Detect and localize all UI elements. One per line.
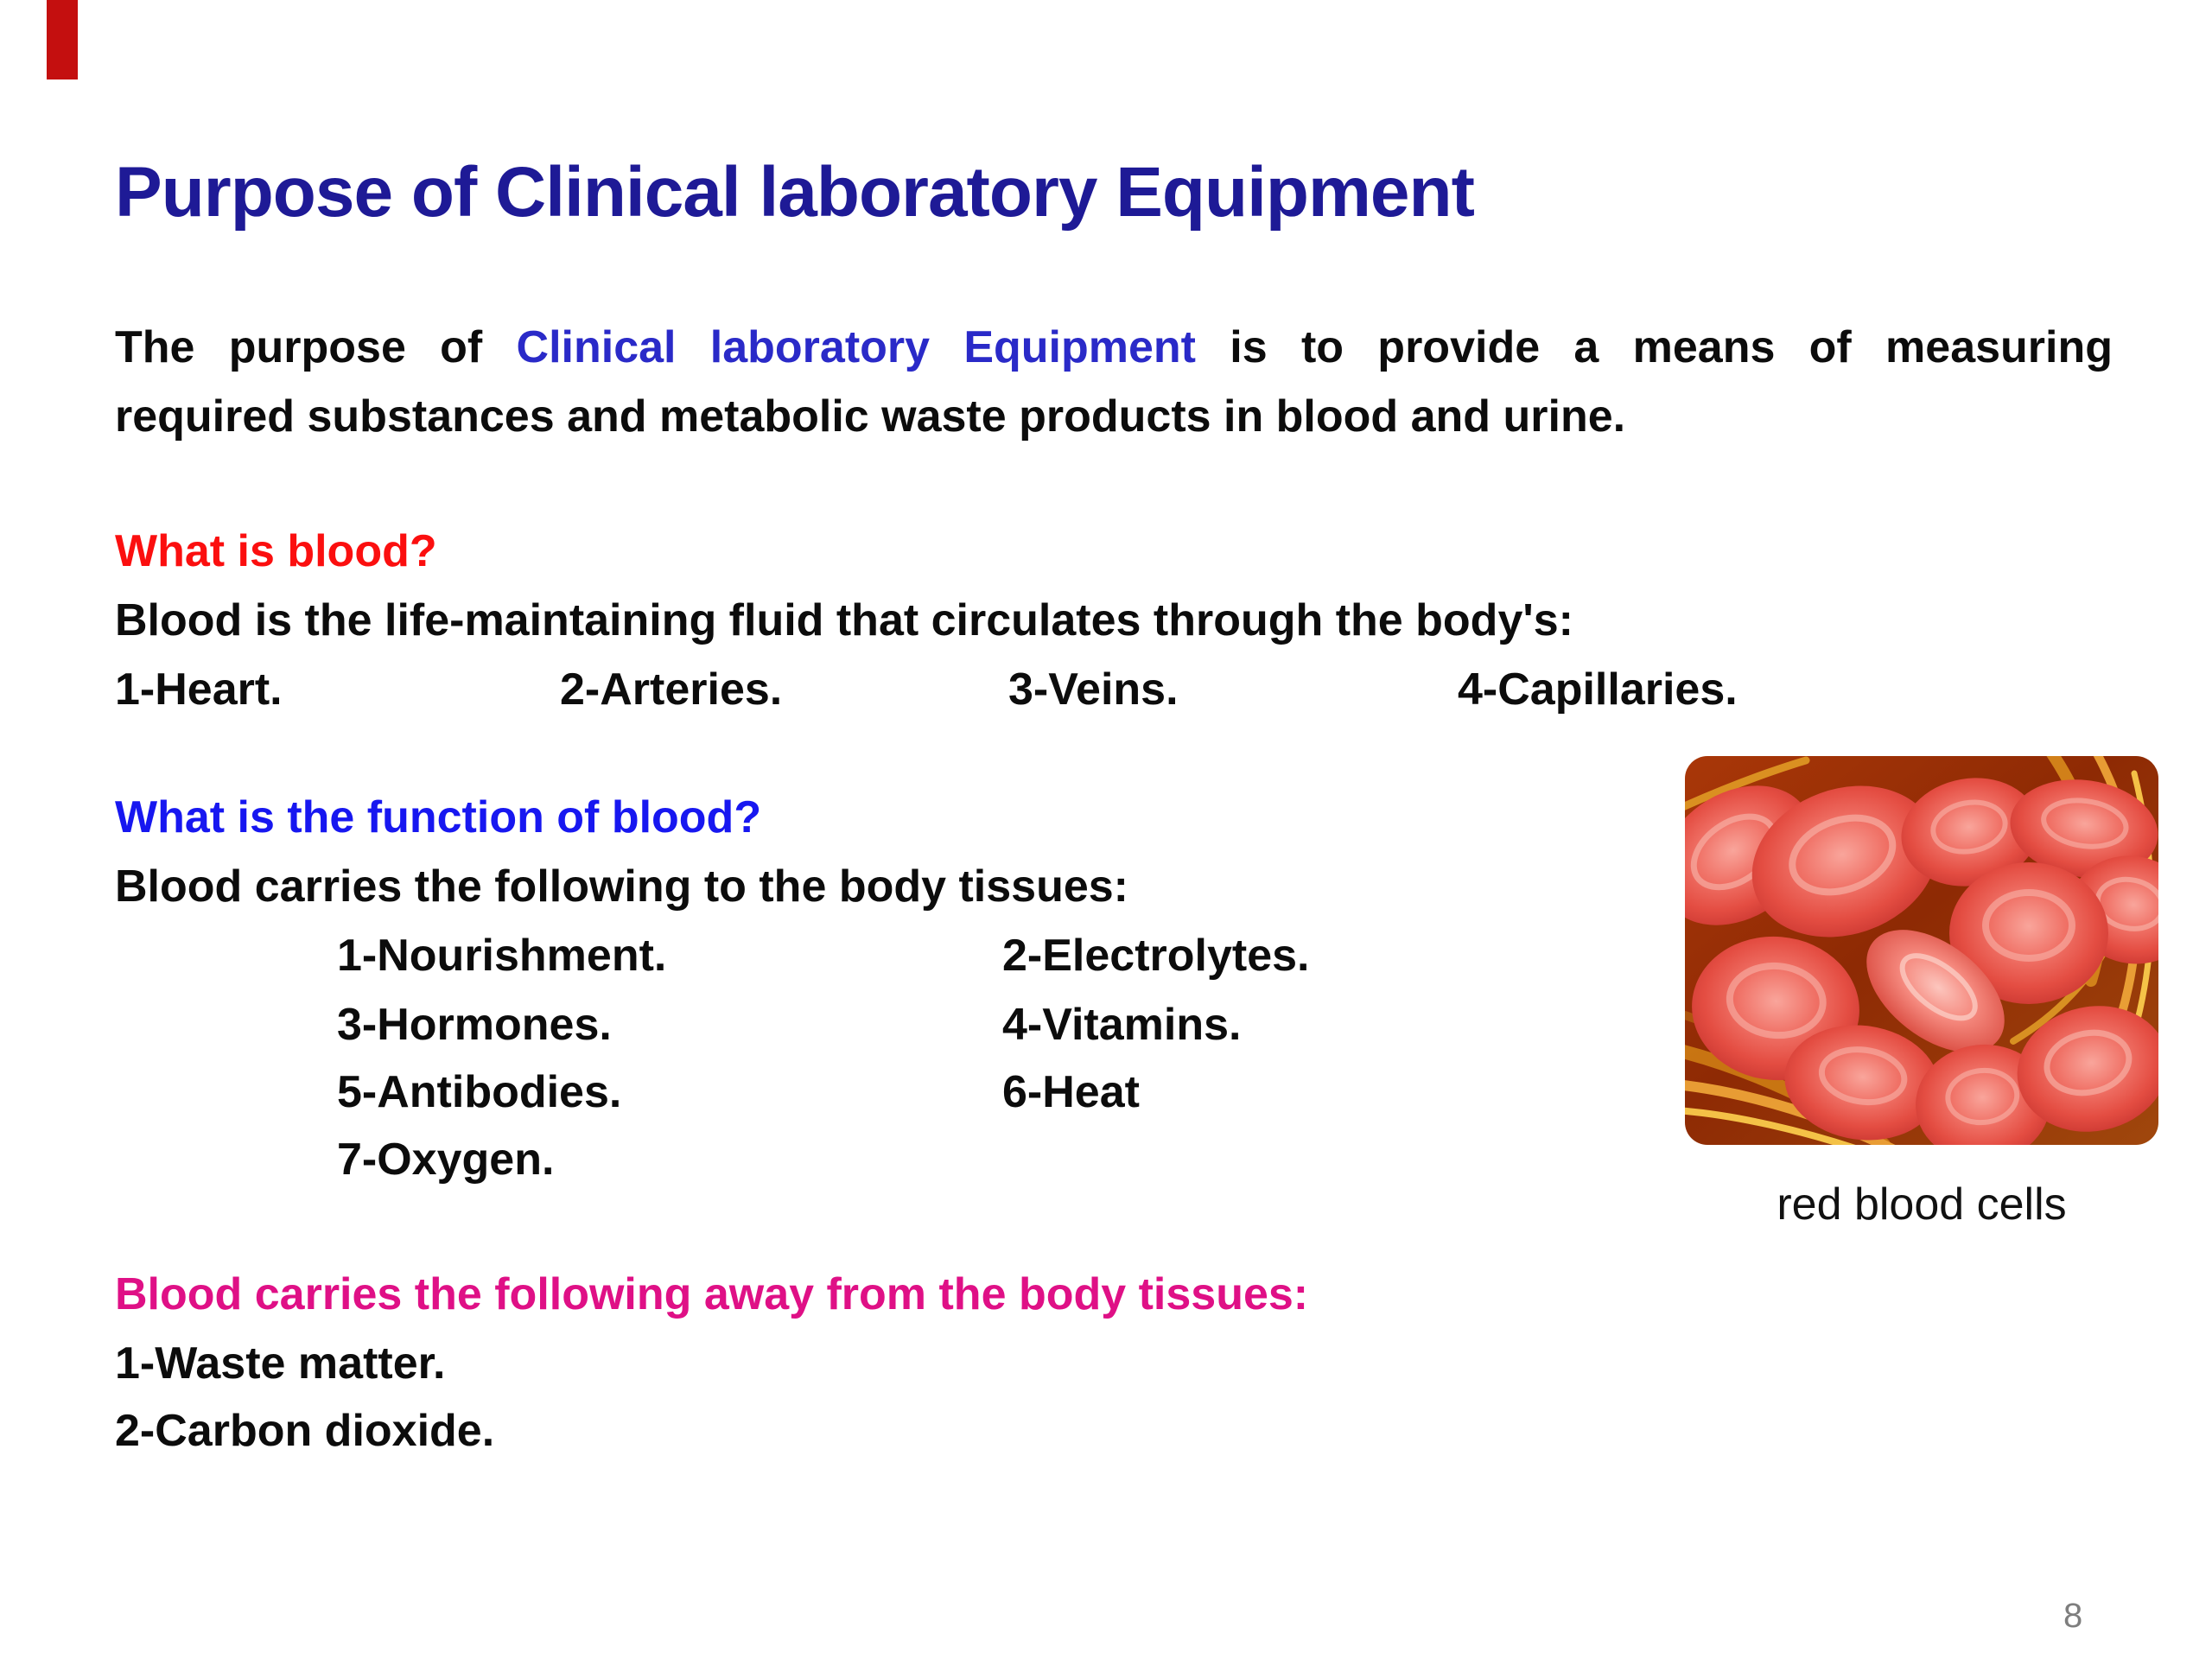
vessel-item-heart: 1-Heart. [115,664,283,715]
away-item-carbon-dioxide: 2-Carbon dioxide. [115,1406,495,1456]
intro-highlight: Clinical laboratory Equipment [516,322,1196,372]
intro-paragraph-line1 [115,321,2113,373]
function-list-row [337,999,1241,1051]
function-list-row [337,1066,1140,1118]
intro-paragraph-line2: required substances and metabolic waste products in blood and urine. [115,391,1626,442]
function-item-oxygen: 7-Oxygen. [337,1135,555,1185]
function-item-vitamins: 4-Vitamins. [1002,1000,1242,1050]
function-list-row [337,930,1310,982]
section-heading-away-from-tissues: Blood carries the following away from the body tissues: [115,1269,1309,1319]
vessel-item-capillaries: 4-Capillaries. [1458,664,1738,715]
away-item-waste-matter: 1-Waste matter. [115,1338,446,1389]
blood-description: Blood is the life-maintaining fluid that circulates through the body's: [115,595,1573,645]
red-blood-cells-image [1685,756,2158,1145]
function-item-electrolytes: 2-Electrolytes. [1002,931,1310,981]
section-heading-function-of-blood: What is the function of blood? [115,792,762,842]
intro-text-post: is to provide a means of measuring [1196,322,2113,372]
function-item-antibodies: 5-Antibodies. [337,1067,622,1117]
page-number: 8 [2063,1597,2083,1635]
function-item-heat: 6-Heat [1002,1067,1140,1117]
red-blood-cells-illustration [1685,756,2158,1145]
vessel-item-veins: 3-Veins. [1008,664,1179,715]
section-heading-what-is-blood: What is blood? [115,526,437,576]
figure-caption: red blood cells [1777,1179,2067,1230]
red-corner-marker [47,0,78,79]
page-title: Purpose of Clinical laboratory Equipment [115,153,1474,232]
function-list-row [337,1134,1002,1185]
function-description: Blood carries the following to the body tissues: [115,861,1128,912]
intro-text-pre: The purpose of [115,322,517,372]
vessel-item-arteries: 2-Arteries. [560,664,783,715]
function-item-hormones: 3-Hormones. [337,1000,612,1050]
vessel-list [115,664,1738,715]
function-item-nourishment: 1-Nourishment. [337,931,667,981]
